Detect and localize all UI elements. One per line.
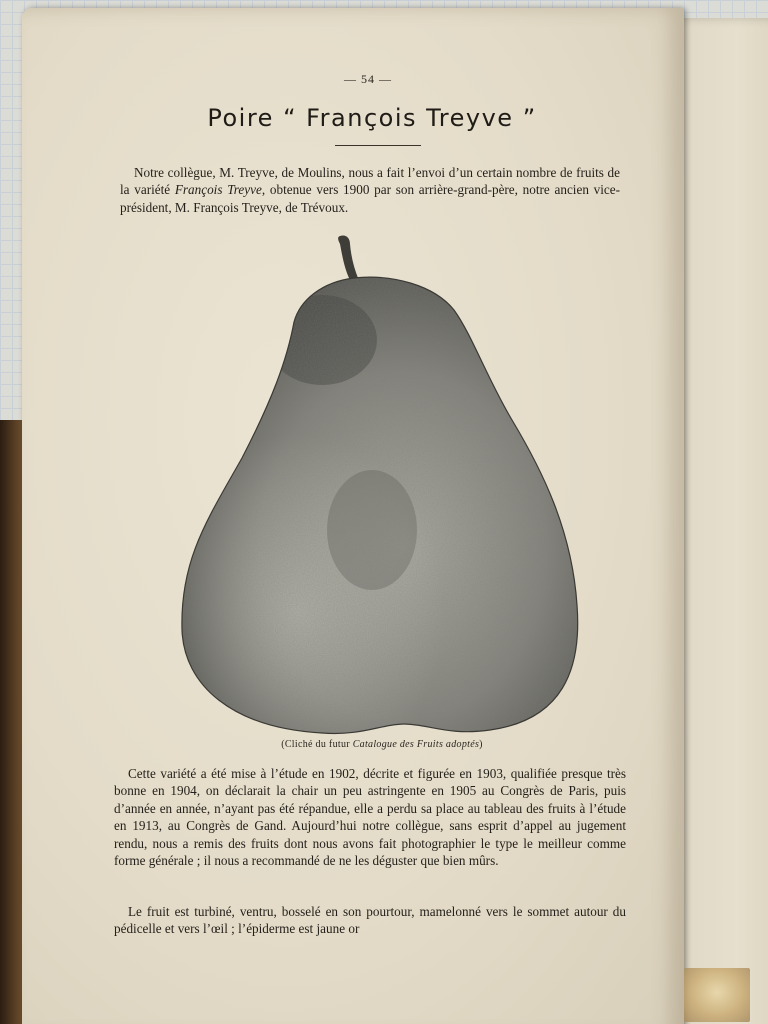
catalogue-title: Catalogue des Fruits adoptés: [352, 739, 480, 750]
pear-stem: [338, 235, 358, 280]
body-paragraph: Le fruit est turbiné, ventru, bosselé en son pourtour, mamelonné vers le sommet autour du pédicelle et vers l’œil ; l’épiderme est jaune or: [114, 904, 626, 937]
caption-text-end: ): [479, 739, 483, 750]
page-number: — 54 —: [344, 72, 392, 86]
intro-text-start: Notre collègue, M. Treyve, de Moulins, nous a fait l’envoi d’un certain nombre de fruits de la variété: [120, 165, 620, 198]
book-page: [22, 8, 684, 1024]
intro-text-end: , obtenue vers 1900 par son arrière-grand-père, notre ancien vice-président, M. François Treyve, de Trévoux.: [120, 182, 621, 215]
page-title: Poire “ François Treyve ”: [207, 104, 537, 132]
intro-paragraph: [120, 164, 620, 216]
facing-page: [672, 18, 768, 1024]
thumbnail-badge: [684, 968, 750, 1022]
body-paragraph: Cette variété a été mise à l’étude en 1902, décrite et figurée en 1903, qualifiée presque très bonne en 1904, on déclarait la chair un peu astringente en 1905 au Congrès de Paris, puis d’année en année, n’ayant pas été répandue, elle a perdu sa place au tableau des fruits à l’étude en 1913, au Congrès de Gand. Aujourd’hui notre collègue, sans esprit d’appel au jugement rendu, nous a remis des fruits dont nous avons fait photographier le type le meilleur comme forme générale ; il nous a recommandé de ne les déguster que bien mûrs.: [114, 766, 626, 869]
variety-name: François Treyve: [174, 182, 262, 198]
illustration-caption: [162, 739, 602, 750]
caption-text-start: (Cliché du futur: [281, 739, 353, 750]
pear-illustration: [172, 230, 592, 740]
title-underline: [335, 145, 421, 146]
